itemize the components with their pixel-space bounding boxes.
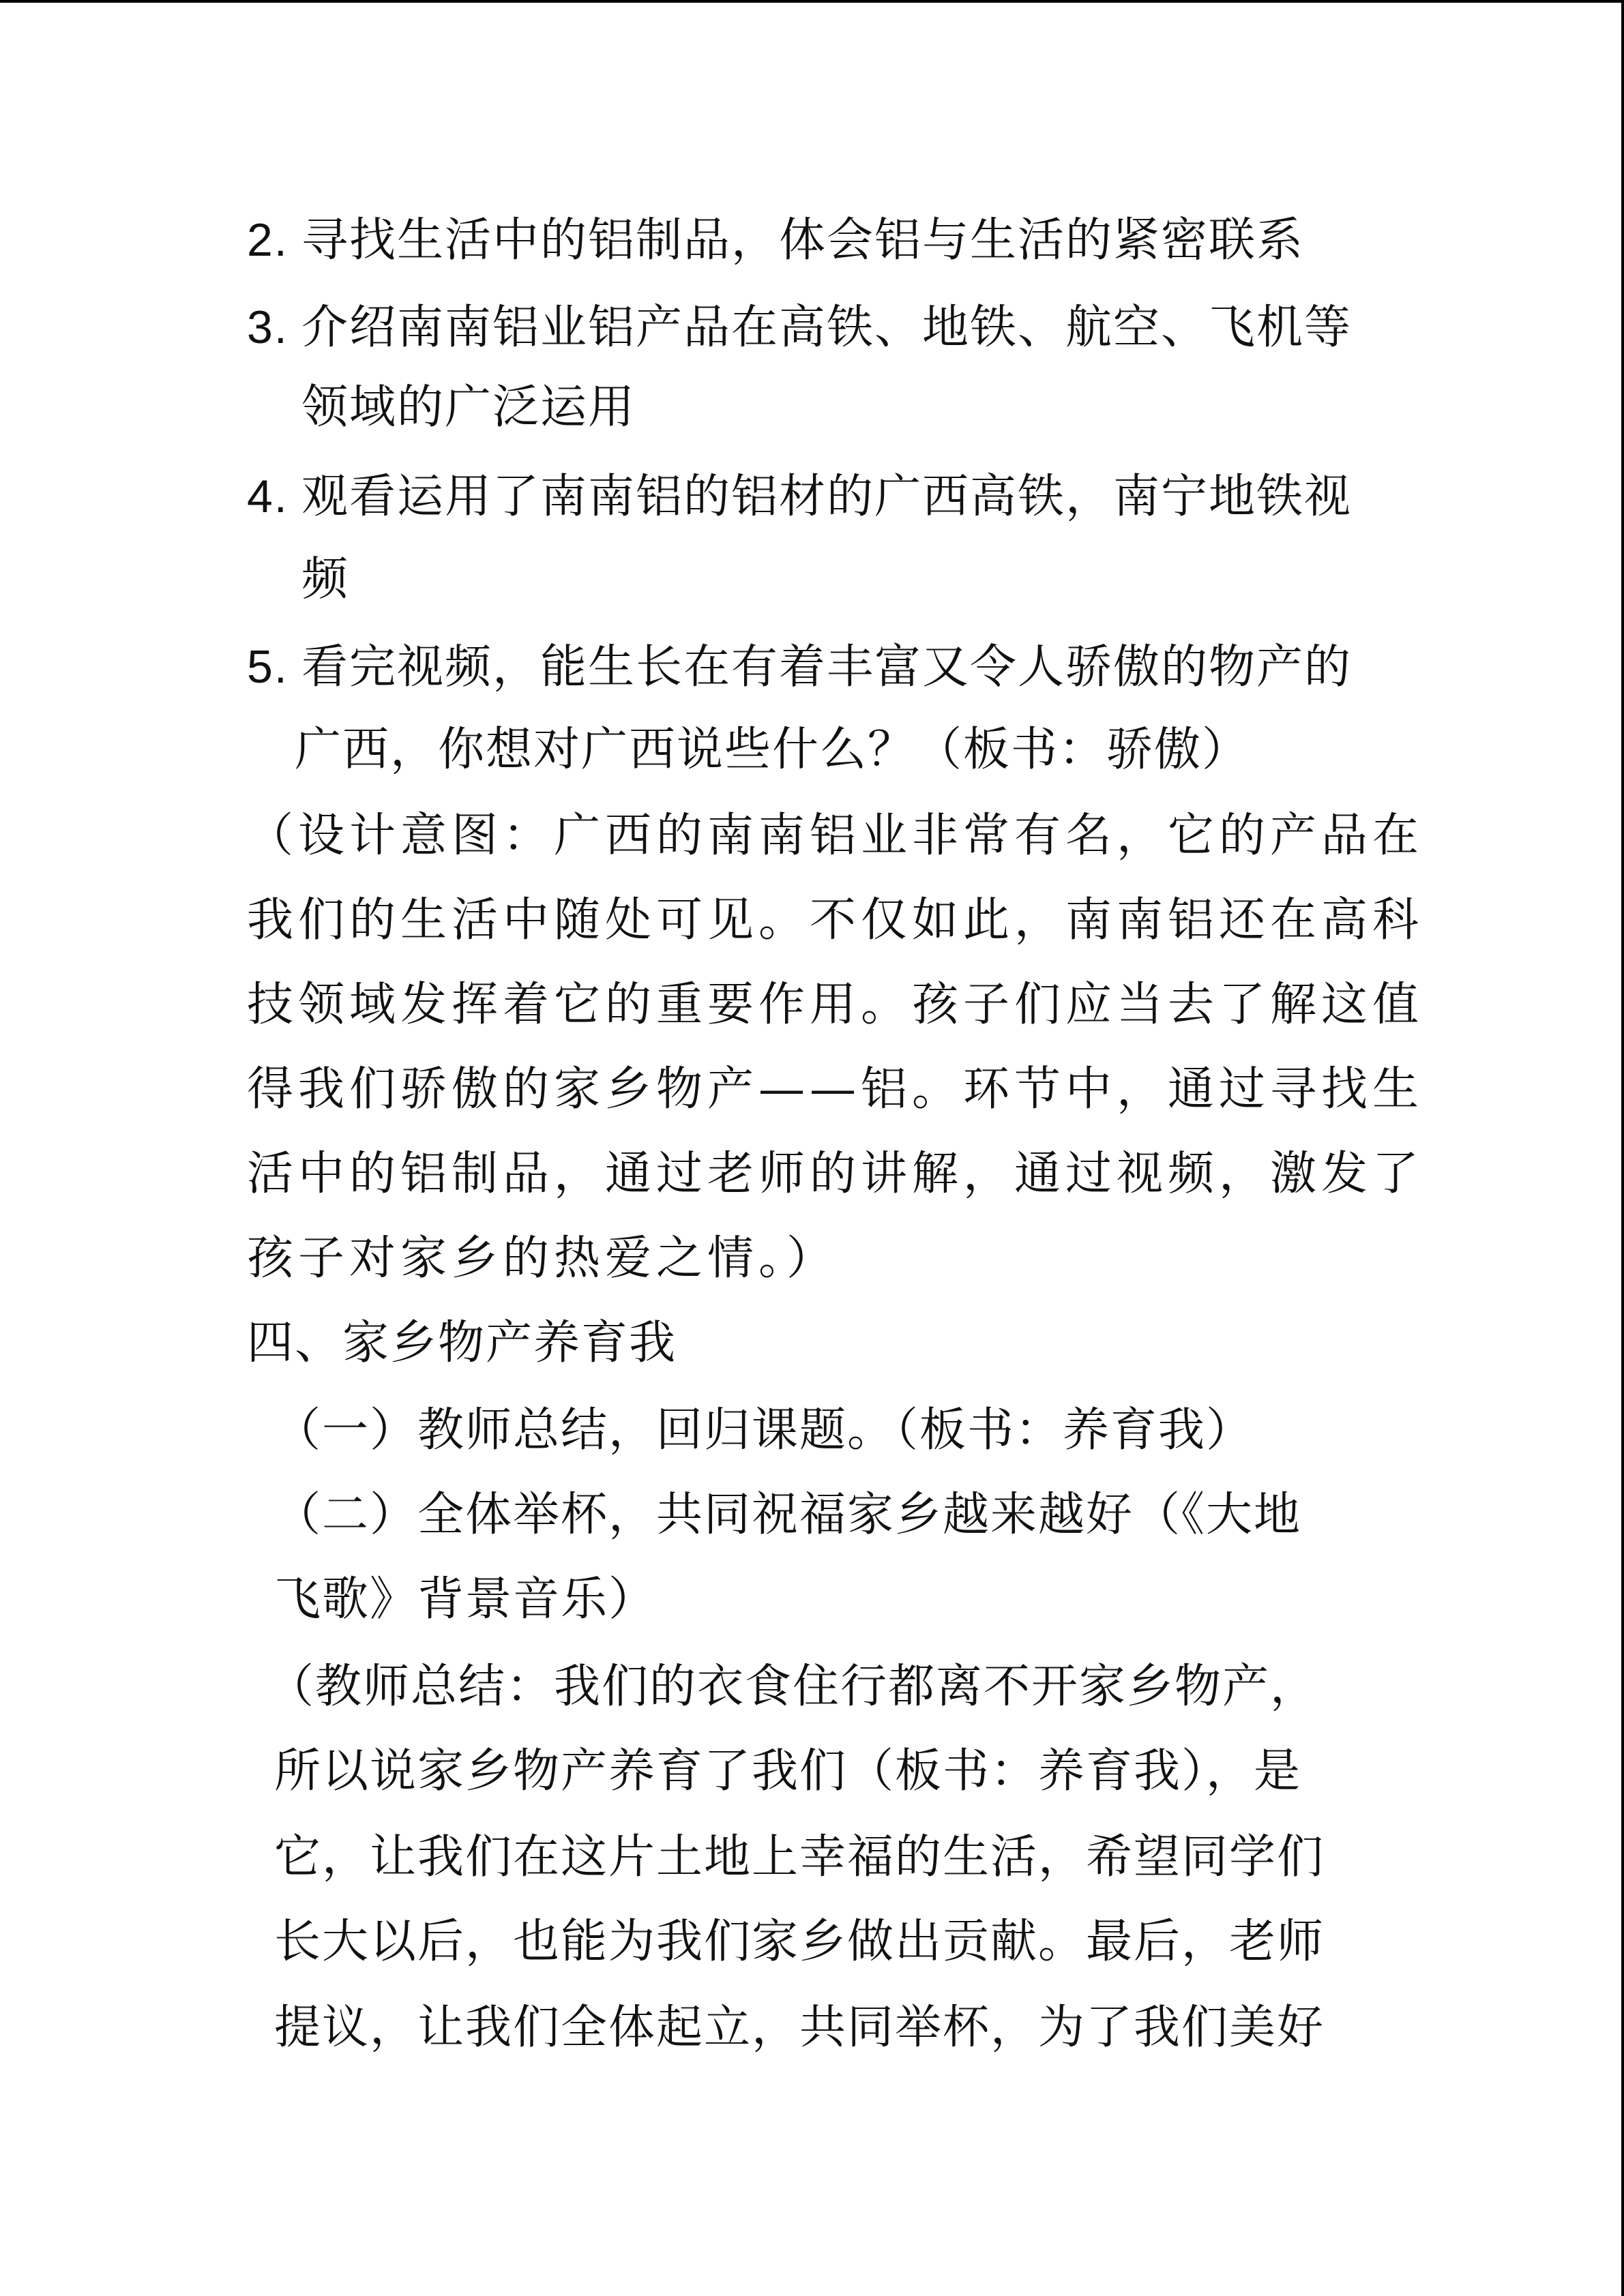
list-item-5: [247, 640, 1353, 694]
section-heading: 四、家乡物产养育我: [247, 1316, 677, 1370]
design-intent-line: 我们的生活中随处可见。不仅如此，南南铝还在高科: [247, 893, 1424, 947]
sub-item-2: （二）全体举杯，共同祝福家乡越来越好（《大地: [274, 1488, 1302, 1542]
design-intent-line: 活中的铝制品，通过老师的讲解，通过视频，激发了: [247, 1147, 1424, 1201]
teacher-summary-line: 提议，让我们全体起立，共同举杯，为了我们美好: [274, 2001, 1325, 2055]
list-item-text: 寻找生活中的铝制品，体会铝与生活的紧密联系: [301, 213, 1305, 267]
list-item-number: 3.: [247, 301, 289, 353]
list-item-text: 介绍南南铝业铝产品在高铁、地铁、航空、飞机等: [301, 301, 1353, 355]
teacher-summary-line: 所以说家乡物产养育了我们（板书：养育我），是: [274, 1744, 1302, 1798]
design-intent-line: （设计意图：广西的南南铝业非常有名，它的产品在: [247, 809, 1424, 863]
list-item-2: [247, 213, 1305, 267]
list-item-number: 2.: [247, 214, 289, 266]
list-item-3: [247, 301, 1353, 355]
sub-item-1: （一）教师总结，回归课题。（板书：养育我）: [274, 1403, 1254, 1457]
list-item-3-continuation: 领域的广泛运用: [301, 381, 636, 434]
sub-item-2-continuation: 飞歌》背景音乐）: [274, 1572, 657, 1626]
teacher-summary-line: （教师总结：我们的衣食住行都离不开家乡物产，: [267, 1660, 1318, 1714]
list-item-number: 5.: [247, 641, 289, 693]
teacher-summary-line: 长大以后，也能为我们家乡做出贡献。最后，老师: [274, 1915, 1325, 1969]
list-item-text: 看完视频，能生长在有着丰富又令人骄傲的物产的: [301, 640, 1353, 694]
design-intent-line: 技领域发挥着它的重要作用。孩子们应当去了解这值: [247, 978, 1424, 1032]
design-intent-line: 孩子对家乡的热爱之情。）: [247, 1232, 838, 1285]
list-item-4: [247, 470, 1353, 524]
design-intent-line: 得我们骄傲的家乡物产——铝。环节中，通过寻找生: [247, 1062, 1424, 1116]
list-item-number: 4.: [247, 471, 289, 522]
list-item-4-continuation: 频: [301, 552, 350, 606]
teacher-summary-line: 它，让我们在这片土地上幸福的生活，希望同学们: [274, 1830, 1325, 1884]
list-item-5-continuation: 广西，你想对广西说些什么？（板书：骄傲）: [295, 723, 1250, 777]
list-item-text: 观看运用了南南铝的铝材的广西高铁，南宁地铁视: [301, 470, 1353, 524]
